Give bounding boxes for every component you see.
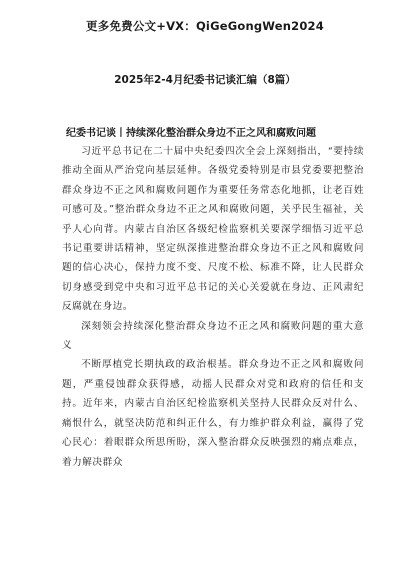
watermark-text: 更多免费公文+VX：QiGeGongWen2024 [86,19,324,33]
paragraph-subheading: 深刻领会持续深化整治群众身边不正之风和腐败问题的重大意义 [62,320,364,352]
document-title: 2025年2-4月纪委书记谈汇编（8篇） [114,74,296,86]
paragraph-1: 习近平总书记在二十届中央纪委四次全会上深刻指出，“要持续推动全面从严治党向基层延伸。各级党委特别是市县党委要把整治群众身边不正之风和腐败问题作为重要任务常态化地抓，让老百姓可感可及。”整治群众身边不正之风和腐败问题，关乎民生福祉，关乎人心向背。内蒙古自治区各级纪检监察机关要深学细悟习近平总书记重要讲话精神，坚定纵深推进整治群众身边不正之风和腐败问题的信心决心，保持力度不变、尺度不松、标准不降，让人民群众切身感受到党中央和习近平总书记的关心关爱就在身边、正风肃纪反腐就在身边。 [62,146,364,313]
body-text [62,142,364,472]
section-heading: 纪委书记谈丨持续深化整治群众身边不正之风和腐败问题 [66,128,316,139]
paragraph-2: 不断厚植党长期执政的政治根基。群众身边不正之风和腐败问题，严重侵蚀群众获得感，动摇人民群众对党和政府的信任和支持。近年来，内蒙古自治区纪检监察机关坚持人民群众反对什么、痛恨什么，就坚决防范和纠正什么，有力维护群众利益，赢得了党心民心：着眼群众所思所盼，深入整治群众反映强烈的痛点难点，着力解决群众 [62,359,364,468]
